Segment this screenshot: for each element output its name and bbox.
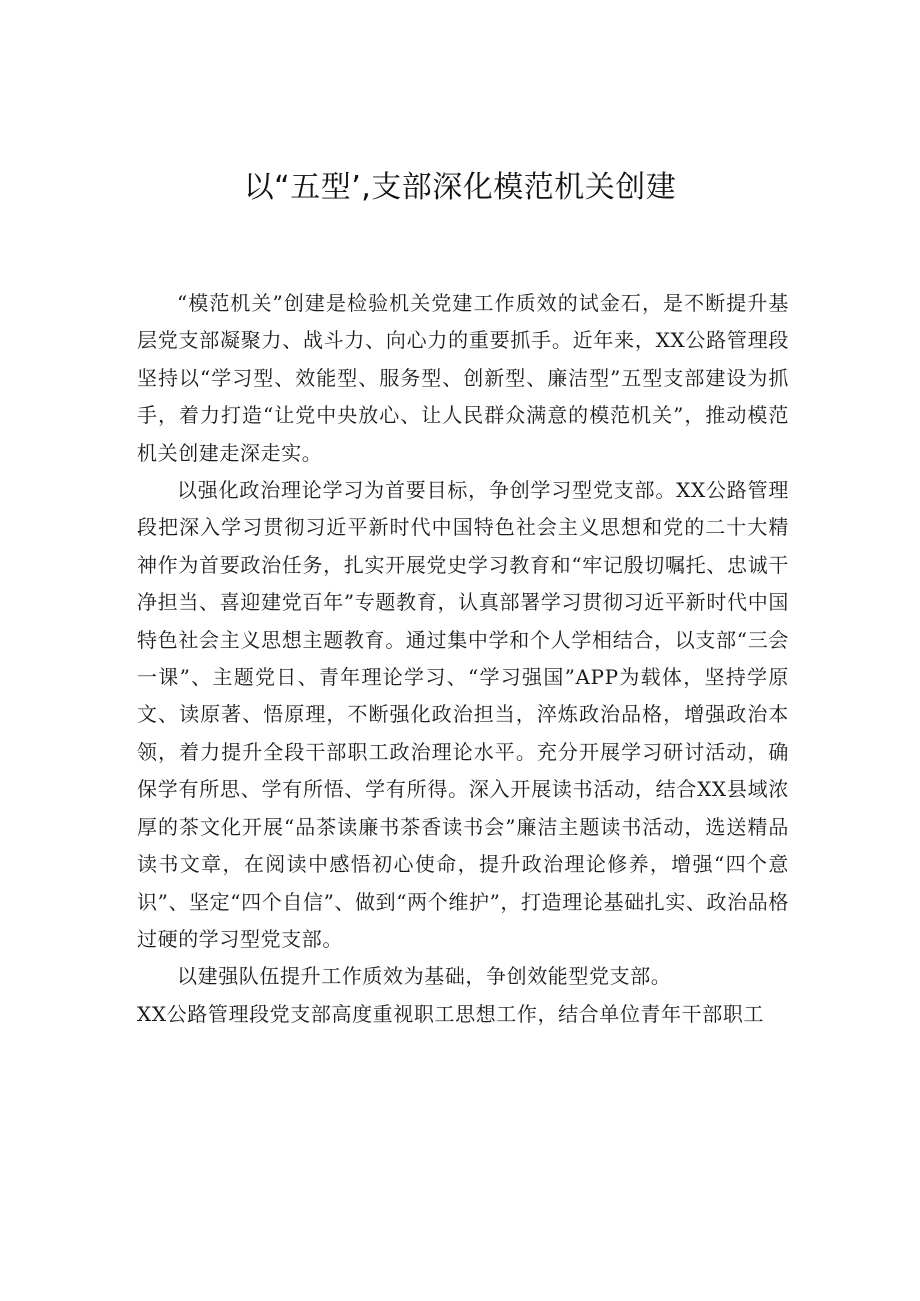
paragraph-efficiency-body: XX公路管理段党支部高度重视职工思想工作，结合单位青年干部职工: [137, 1001, 765, 1026]
document-title: 以“五型’,支部深化模范机关创建: [243, 170, 677, 205]
document-body: [137, 285, 789, 1033]
paragraph-intro: “模范机关”创建是检验机关党建工作质效的试金石，是不断提升基层党支部凝聚力、战斗力、向心力的重要抓手。近年来，XX公路管理段坚持以“学习型、效能型、服务型、创新型、廉洁型”五型支部建设为抓手，着力打造“让党中央放心、让人民群众满意的模范机关”，推动模范机关创建走深走实。: [137, 291, 789, 465]
paragraph-efficiency-heading: 以建强队伍提升工作质效为基础，争创效能型党支部。: [177, 964, 672, 989]
paragraph-learning-branch: 以强化政治理论学习为首要目标，争创学习型党支部。XX公路管理段把深入学习贯彻习近平新时代中国特色社会主义思想和党的二十大精神作为首要政治任务，扎实开展党史学习教育和“牢记殷切嘱托、忠诚干净担当、喜迎建党百年”专题教育，认真部署学习贯彻习近平新时代中国特色社会主义思想主题教育。通过集中学和个人学相结合，以支部“三会一课”、主题党日、青年理论学习、“学习强国”APP为载体，坚持学原文、读原著、悟原理，不断强化政治担当，淬炼政治品格，增强政治本领，着力提升全段干部职工政治理论水平。充分开展学习研讨活动，确保学有所思、学有所悟、学有所得。深入开展读书活动，结合XX县域浓厚的茶文化开展“品茶读廉书茶香读书会”廉洁主题读书活动，选送精品读书文章，在阅读中感悟初心使命，提升政治理论修养，增强“四个意识”、坚定“四个自信”、做到“两个维护”，打造理论基础扎实、政治品格过硬的学习型党支部。: [137, 478, 789, 951]
